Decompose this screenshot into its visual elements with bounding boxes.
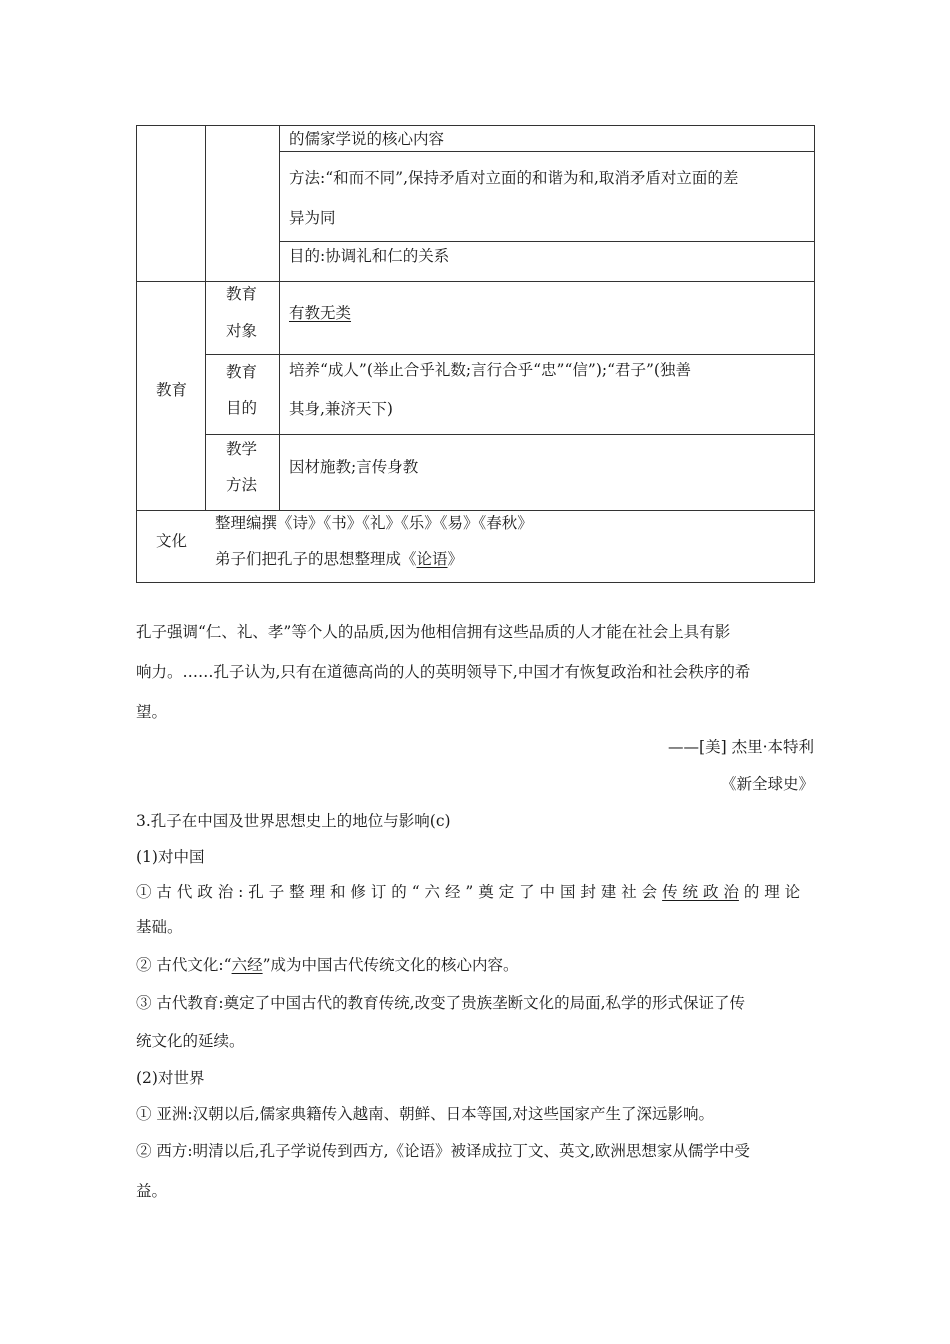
paragraph: 统文化的延续。 (136, 1032, 245, 1050)
table-divider (205, 434, 815, 435)
table-cell: 方法:“和而不同”,保持矛盾对立面的和谐为和,取消矛盾对立面的差 (289, 169, 739, 187)
table-cell: 目的:协调礼和仁的关系 (289, 247, 450, 265)
table-divider (205, 126, 206, 511)
paragraph: ③ 古代教育:奠定了中国古代的教育传统,改变了贵族垄断文化的局面,私学的形式保证了传 (136, 994, 746, 1012)
table-divider (137, 510, 815, 511)
sub-label: 方法 (226, 476, 258, 494)
sub-label: 教学 (226, 440, 258, 458)
table-divider (279, 126, 280, 511)
table-cell: 其身,兼济天下) (289, 400, 393, 418)
paragraph: ② 古代文化:“六经”成为中国古代传统文化的核心内容。 (136, 956, 519, 974)
table-divider (205, 354, 815, 355)
sub-label: 教育 (226, 363, 258, 381)
quote-line: 望。 (136, 703, 168, 721)
paragraph: ① 古 代 政 治 : 孔 子 整 理 和 修 订 的 “ 六 经 ” 奠 定 了 中 国 封 建 社 会 传 统 政 治 的 理 论 (136, 883, 801, 901)
sub-label: 对象 (226, 322, 258, 340)
quote-author: ——[美] 杰里·本特利 (668, 738, 814, 756)
section-heading: 3.孔子在中国及世界思想史上的地位与影响(c) (136, 812, 451, 830)
paragraph: ① 亚洲:汉朝以后,儒家典籍传入越南、朝鲜、日本等国,对这些国家产生了深远影响。 (136, 1105, 715, 1123)
table-divider (279, 151, 815, 152)
table-divider (137, 281, 815, 282)
table-cell: 异为同 (289, 209, 336, 227)
sub-label: 目的 (226, 399, 258, 417)
paragraph: ② 西方:明清以后,孔子学说传到西方,《论语》被译成拉丁文、英文,欧洲思想家从儒学中受 (136, 1142, 750, 1160)
sub-label: 教育 (226, 285, 258, 303)
row-label-education: 教育 (156, 381, 188, 399)
paragraph: 基础。 (136, 918, 183, 936)
paragraph: 益。 (136, 1182, 168, 1200)
table-cell: 因材施教;言传身教 (289, 458, 419, 476)
table-cell: 整理编撰《诗》《书》《礼》《乐》《易》《春秋》 (215, 514, 533, 532)
quote-line: 孔子强调“仁、礼、孝”等个人的品质,因为他相信拥有这些品质的人才能在社会上具有影 (136, 623, 731, 641)
quote-line: 响力。……孔子认为,只有在道德高尚的人的英明领导下,中国才有恢复政治和社会秩序的希 (136, 663, 751, 681)
subsection-heading: (2)对世界 (136, 1069, 205, 1087)
table-cell: 的儒家学说的核心内容 (289, 130, 445, 148)
content-table (136, 125, 815, 583)
table-cell: 培养“成人”(举止合乎礼数;言行合乎“忠”“信”);“君子”(独善 (289, 361, 691, 379)
table-cell: 弟子们把孔子的思想整理成《论语》 (215, 550, 464, 568)
row-label-culture: 文化 (156, 532, 188, 550)
table-cell: 有教无类 (289, 304, 352, 322)
table-divider (279, 241, 815, 242)
subsection-heading: (1)对中国 (136, 848, 205, 866)
quote-source: 《新全球史》 (720, 775, 814, 793)
